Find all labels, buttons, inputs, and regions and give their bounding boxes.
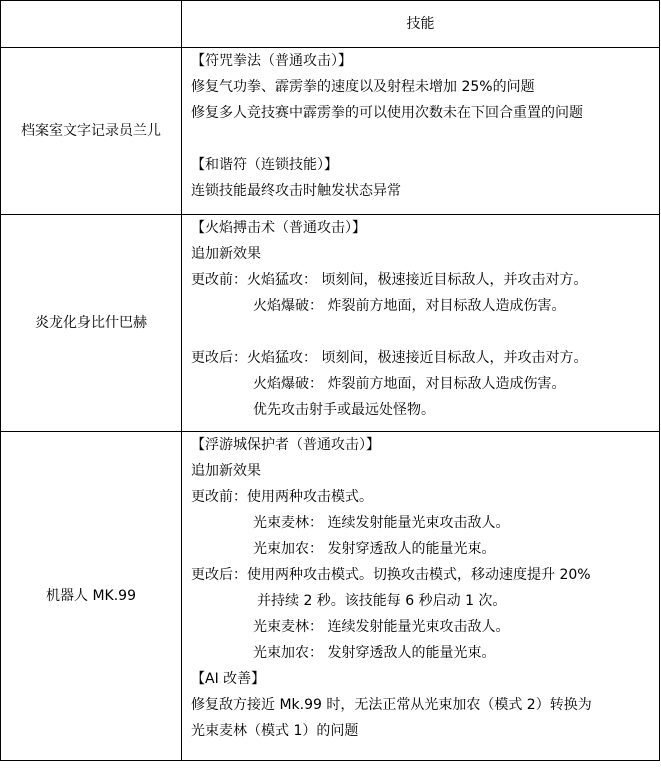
table-row bbox=[1, 432, 660, 761]
header-skill-cell: 技能 bbox=[182, 1, 660, 48]
skill-line: 火焰爆破： 炸裂前方地面，对目标敌人造成伤害。 bbox=[253, 298, 566, 314]
skill-line: 修复多人竞技赛中霹雳拳的可以使用次数未在下回合重置的问题 bbox=[191, 105, 583, 121]
skill-description bbox=[182, 215, 660, 432]
skill-line: 修复气功拳、霹雳拳的速度以及射程未增加 25%的问题 bbox=[191, 79, 535, 95]
skill-title: 【浮游城保护者（普通攻击）】 bbox=[191, 437, 380, 453]
skill-line: 火焰爆破： 炸裂前方地面，对目标敌人造成伤害。 bbox=[253, 376, 566, 392]
skill-title: 【AI 改善】 bbox=[191, 671, 266, 687]
blank-line bbox=[191, 319, 653, 345]
skill-description bbox=[182, 48, 660, 215]
skill-line: 修复敌方接近 Mk.99 时，无法正常从光束加农（模式 2）转换为 bbox=[191, 697, 592, 713]
skill-line: 光束麦林： 连续发射能量光束攻击敌人。 bbox=[253, 515, 510, 531]
table-row bbox=[1, 215, 660, 432]
skill-description bbox=[182, 432, 660, 761]
skill-line: 光束麦林（模式 1）的问题 bbox=[191, 723, 359, 739]
skill-line: 并持续 2 秒。该技能每 6 秒启动 1 次。 bbox=[257, 593, 507, 609]
table-row bbox=[1, 48, 660, 215]
character-name: 档案室文字记录员兰儿 bbox=[1, 48, 182, 215]
skill-title: 【火焰搏击术（普通攻击）】 bbox=[191, 220, 366, 236]
character-name: 炎龙化身比什巴赫 bbox=[1, 215, 182, 432]
skill-title: 【和谐符（连锁技能）】 bbox=[191, 157, 338, 173]
skill-line: 连锁技能最终攻击时触发状态异常 bbox=[191, 183, 401, 199]
blank-line bbox=[191, 126, 653, 152]
skill-line: 更改后：使用两种攻击模式。切换攻击模式，移动速度提升 20% bbox=[191, 567, 591, 583]
character-name: 机器人 MK.99 bbox=[1, 432, 182, 761]
skill-line: 光束麦林： 连续发射能量光束攻击敌人。 bbox=[253, 619, 510, 635]
skill-line: 更改前：火焰猛攻： 顷刻间，极速接近目标敌人，并攻击对方。 bbox=[191, 272, 588, 288]
skill-line: 追加新效果 bbox=[191, 246, 261, 262]
skill-title: 【符咒拳法（普通攻击）】 bbox=[191, 53, 352, 69]
table-header-row bbox=[1, 1, 660, 48]
header-name-cell bbox=[1, 1, 182, 48]
skill-line: 光束加农： 发射穿透敌人的能量光束。 bbox=[253, 645, 496, 661]
skill-line: 追加新效果 bbox=[191, 463, 261, 479]
skill-line: 更改前：使用两种攻击模式。 bbox=[191, 489, 373, 505]
skill-line: 优先攻击射手或最远处怪物。 bbox=[253, 402, 435, 418]
skill-line: 更改后：火焰猛攻： 顷刻间，极速接近目标敌人，并攻击对方。 bbox=[191, 350, 588, 366]
skill-line: 光束加农： 发射穿透敌人的能量光束。 bbox=[253, 541, 496, 557]
